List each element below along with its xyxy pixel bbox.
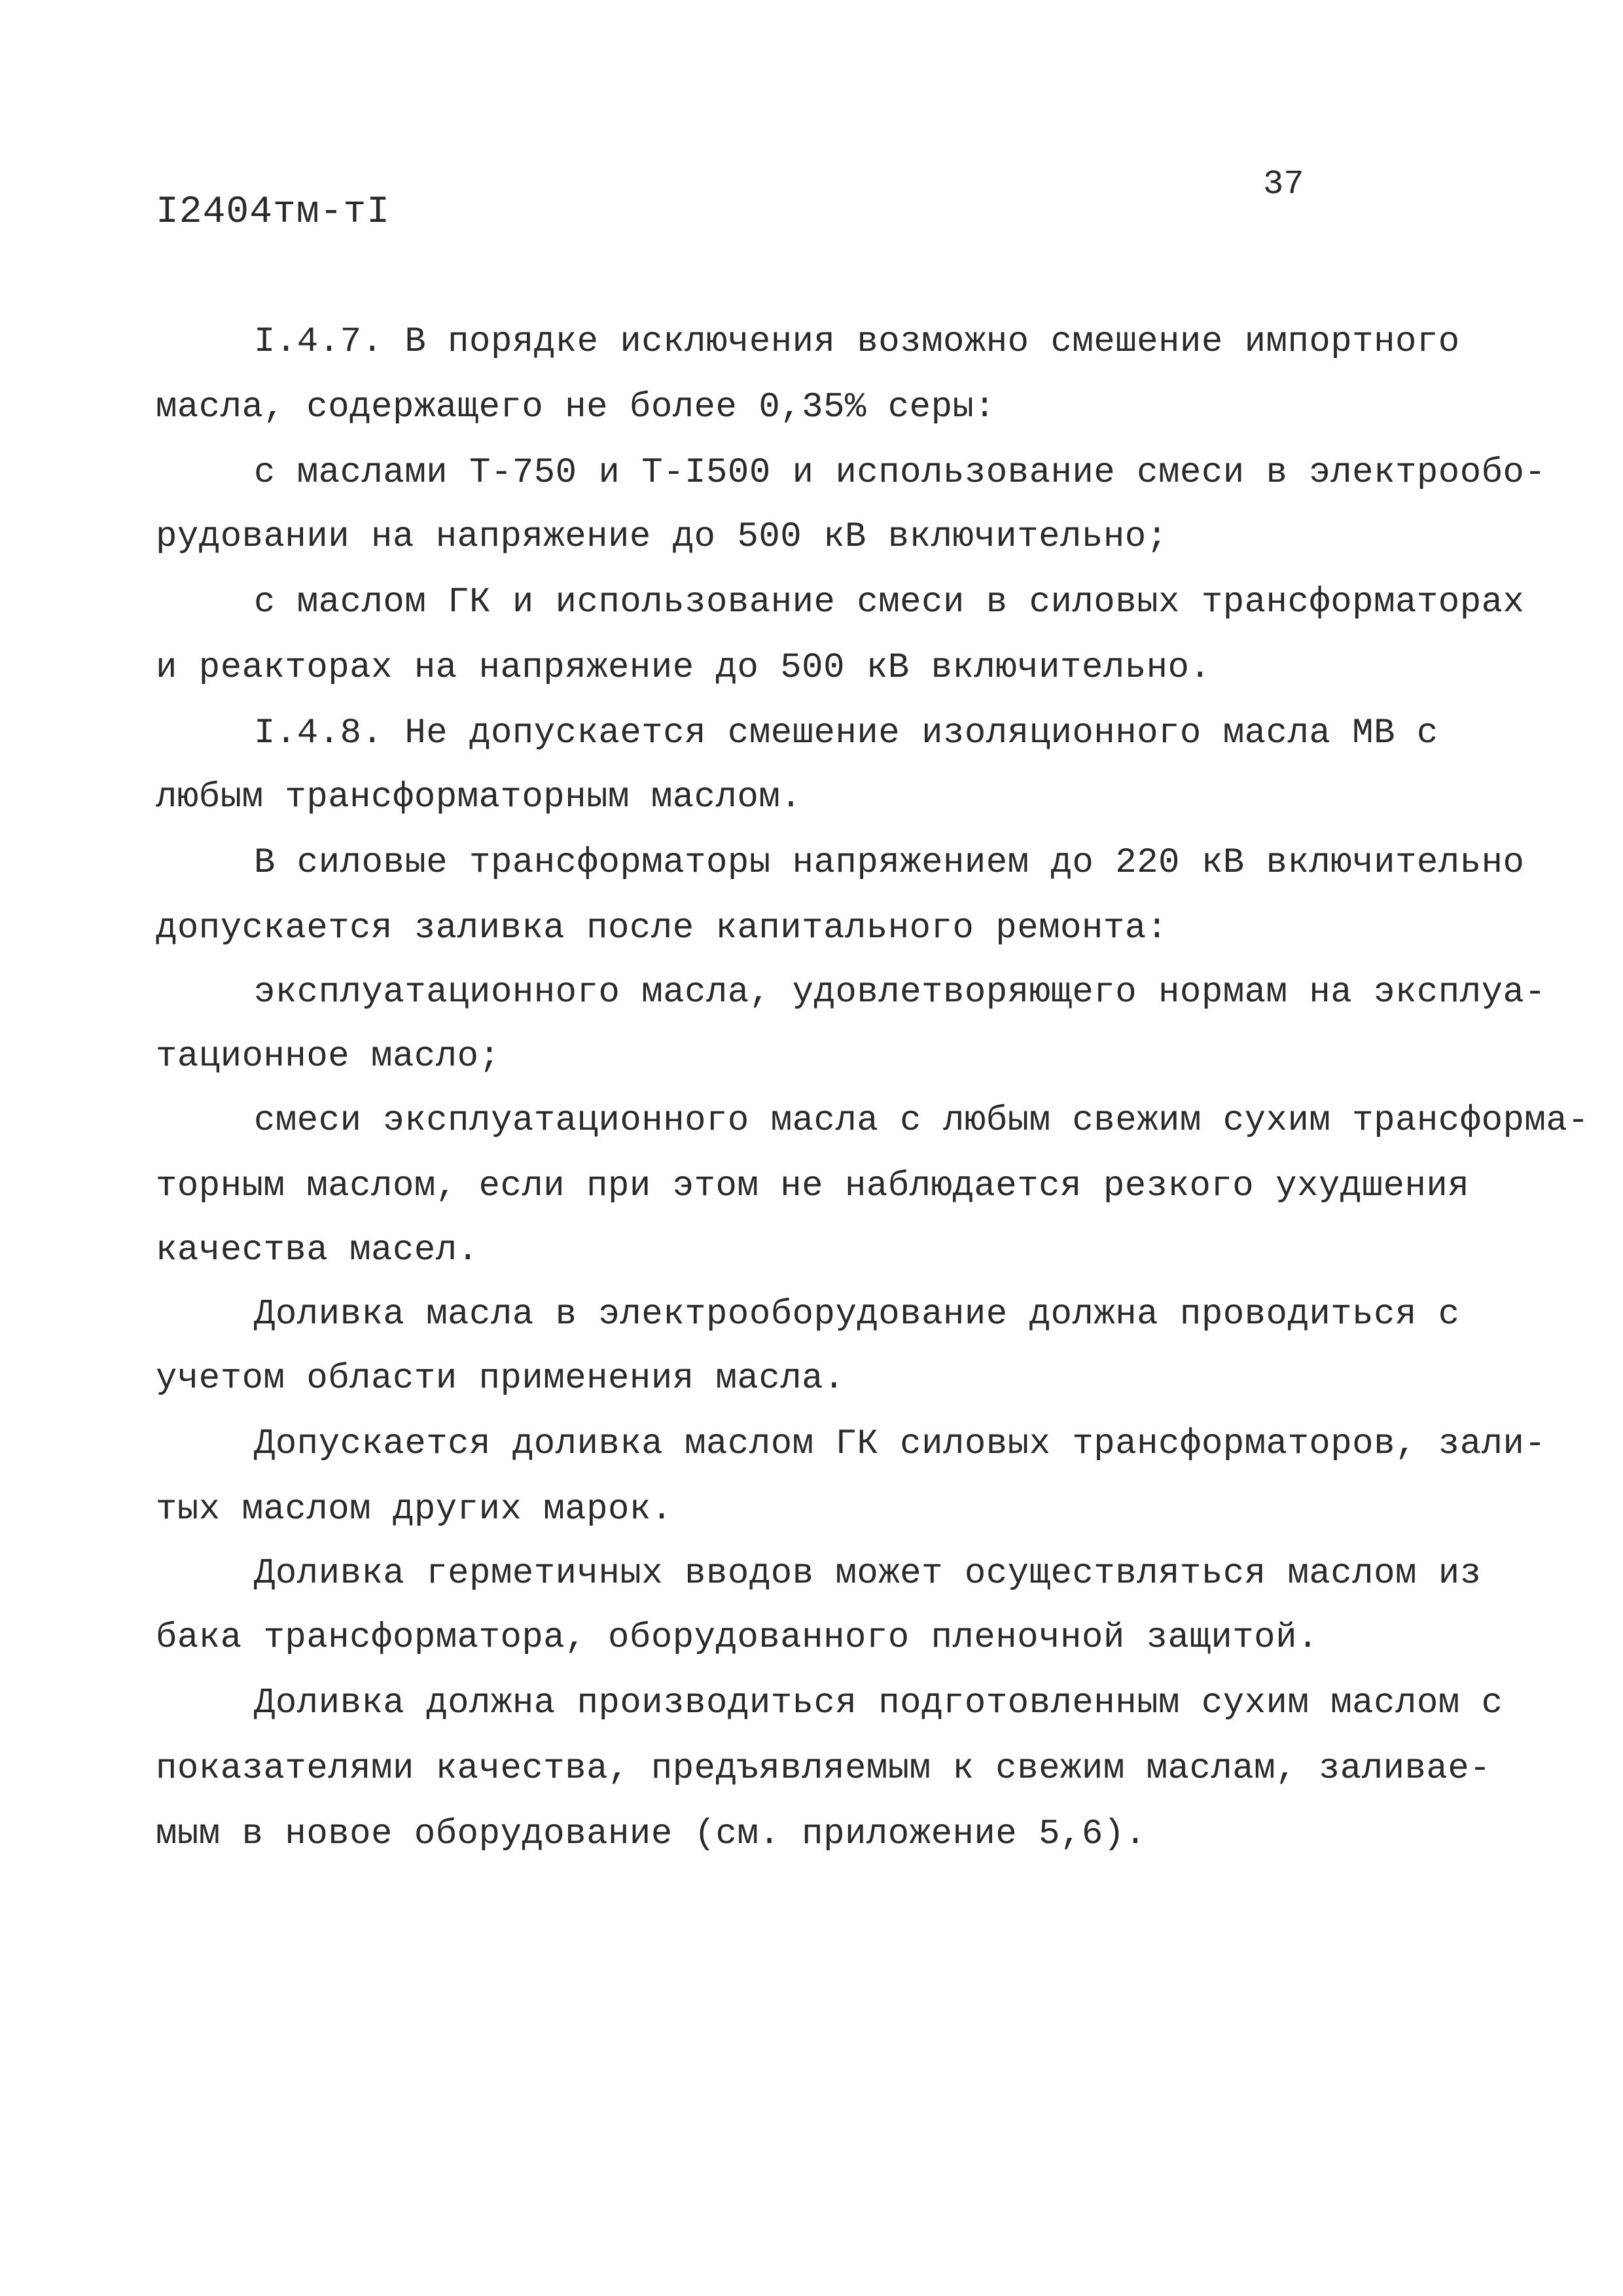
document-code: I2404тм-тI: [156, 191, 391, 234]
text-line: Доливка должна производиться подготовленным сухим маслом с: [254, 1683, 1503, 1723]
text-line: Доливка герметичных вводов может осуществляться маслом из: [254, 1554, 1482, 1594]
text-line: учетом области применения масла.: [156, 1359, 845, 1399]
text-line: любым трансформаторным маслом.: [156, 778, 802, 817]
text-line: с маслами Т-750 и Т-I500 и использование смеси в электрообо-: [254, 453, 1546, 493]
text-line: мым в новое оборудование (см. приложение 5,6).: [156, 1814, 1147, 1854]
text-line: показателями качества, предъявляемым к свежим маслам, заливае-: [156, 1749, 1491, 1789]
text-line: Доливка масла в электрооборудование должна проводиться с: [254, 1295, 1460, 1335]
text-line: тых маслом других марок.: [156, 1490, 673, 1530]
text-line: I.4.7. В порядке исключения возможно смешение импортного: [254, 322, 1460, 362]
text-line: эксплуатационного масла, удовлетворяющего нормам на эксплуа-: [254, 973, 1546, 1013]
text-line: тационное масло;: [156, 1037, 501, 1077]
text-line: допускается заливка после капитального ремонта:: [156, 908, 1168, 948]
text-line: смеси эксплуатационного масла с любым свежим сухим трансформа-: [254, 1101, 1590, 1141]
text-line: масла, содержащего не более 0,35% серы:: [156, 387, 996, 427]
text-line: рудовании на напряжение до 500 кВ включительно;: [156, 517, 1168, 557]
text-line: качества масел.: [156, 1230, 479, 1270]
text-line: В силовые трансформаторы напряжением до 220 кВ включительно: [254, 843, 1525, 883]
text-line: бака трансформатора, оборудованного пленочной защитой.: [156, 1618, 1319, 1658]
text-line: торным маслом, если при этом не наблюдается резкого ухудшения: [156, 1166, 1470, 1206]
text-line: I.4.8. Не допускается смешение изоляционного масла МВ с: [254, 713, 1438, 753]
text-line: и реакторах на напряжение до 500 кВ включительно.: [156, 648, 1211, 688]
text-line: с маслом ГК и использование смеси в силовых трансформаторах: [254, 583, 1525, 622]
page-number: 37: [1263, 165, 1304, 204]
text-line: Допускается доливка маслом ГК силовых трансформаторов, зали-: [254, 1424, 1546, 1464]
